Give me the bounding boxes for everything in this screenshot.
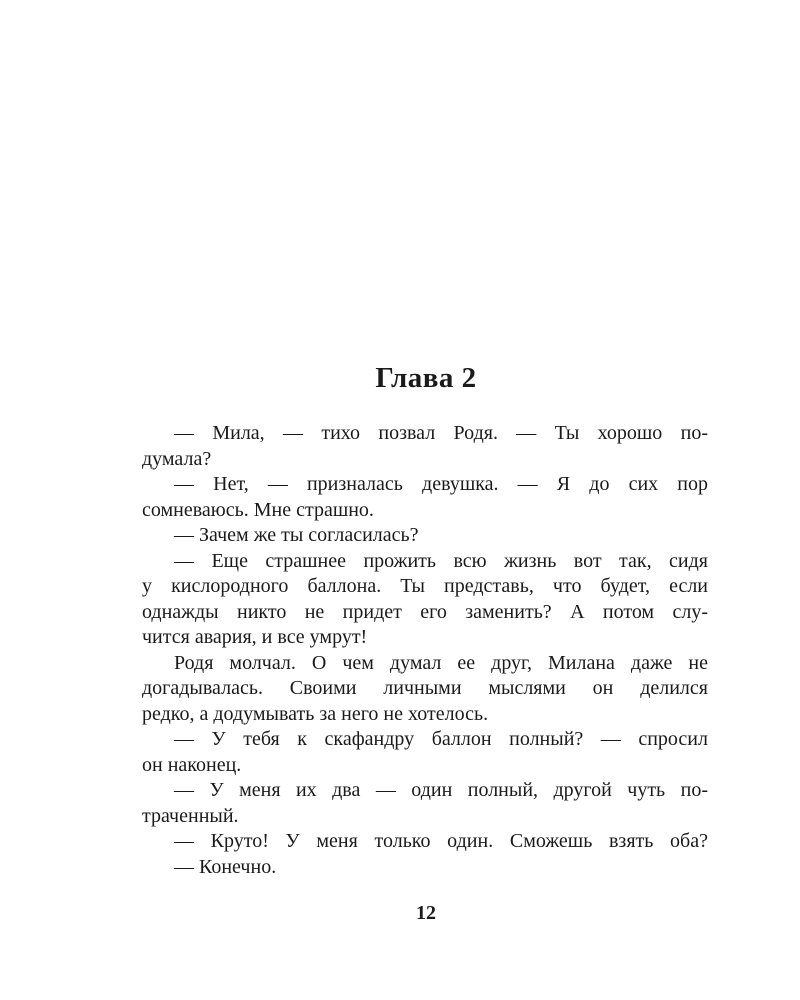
- paragraph-4: [142, 549, 708, 651]
- page-number: 12: [416, 902, 436, 924]
- text-line: — Конечно.: [174, 855, 277, 878]
- text-line: — Мила, — тихо позвал Родя. — Ты хорошо по-: [174, 422, 708, 444]
- text-line: сомневаюсь. Мне страшно.: [142, 498, 374, 521]
- paragraph-1: [142, 421, 708, 472]
- text-line: — У меня их два — один полный, другой чуть по-: [174, 779, 708, 801]
- text-line: траченный.: [142, 804, 239, 827]
- text-line: — Зачем же ты согласилась?: [174, 524, 419, 546]
- text-line: однажды никто не придет его заменить? А потом слу-: [142, 600, 708, 623]
- paragraph-8: [142, 829, 708, 855]
- chapter-text: [142, 421, 708, 880]
- paragraph-9: [142, 855, 708, 881]
- paragraph-5: [142, 651, 708, 728]
- paragraph-2: [142, 472, 708, 523]
- text-line: он наконец.: [142, 753, 242, 776]
- text-line: у кислородного баллона. Ты представь, что будет, если: [142, 575, 708, 597]
- text-line: — Круто! У меня только один. Сможешь взять оба?: [174, 830, 708, 852]
- text-line: думала?: [142, 447, 212, 470]
- text-line: Родя молчал. О чем думал ее друг, Милана даже не: [174, 651, 708, 674]
- paragraph-3: [142, 523, 708, 549]
- text-line: — Еще страшнее прожить всю жизнь вот так, сидя: [174, 549, 708, 572]
- text-line: редко, а додумывать за него не хотелось.: [142, 702, 489, 725]
- text-line: — Нет, — призналась девушка. — Я до сих пор: [174, 473, 708, 495]
- paragraph-6: [142, 727, 708, 778]
- text-line: — У тебя к скафандру баллон полный? — спросил: [174, 728, 708, 750]
- text-line: догадывалась. Своими личными мыслями он делился: [142, 677, 708, 699]
- paragraph-7: [142, 778, 708, 829]
- chapter-title: Глава 2: [375, 362, 477, 394]
- text-line: чится авария, и все умрут!: [142, 626, 368, 648]
